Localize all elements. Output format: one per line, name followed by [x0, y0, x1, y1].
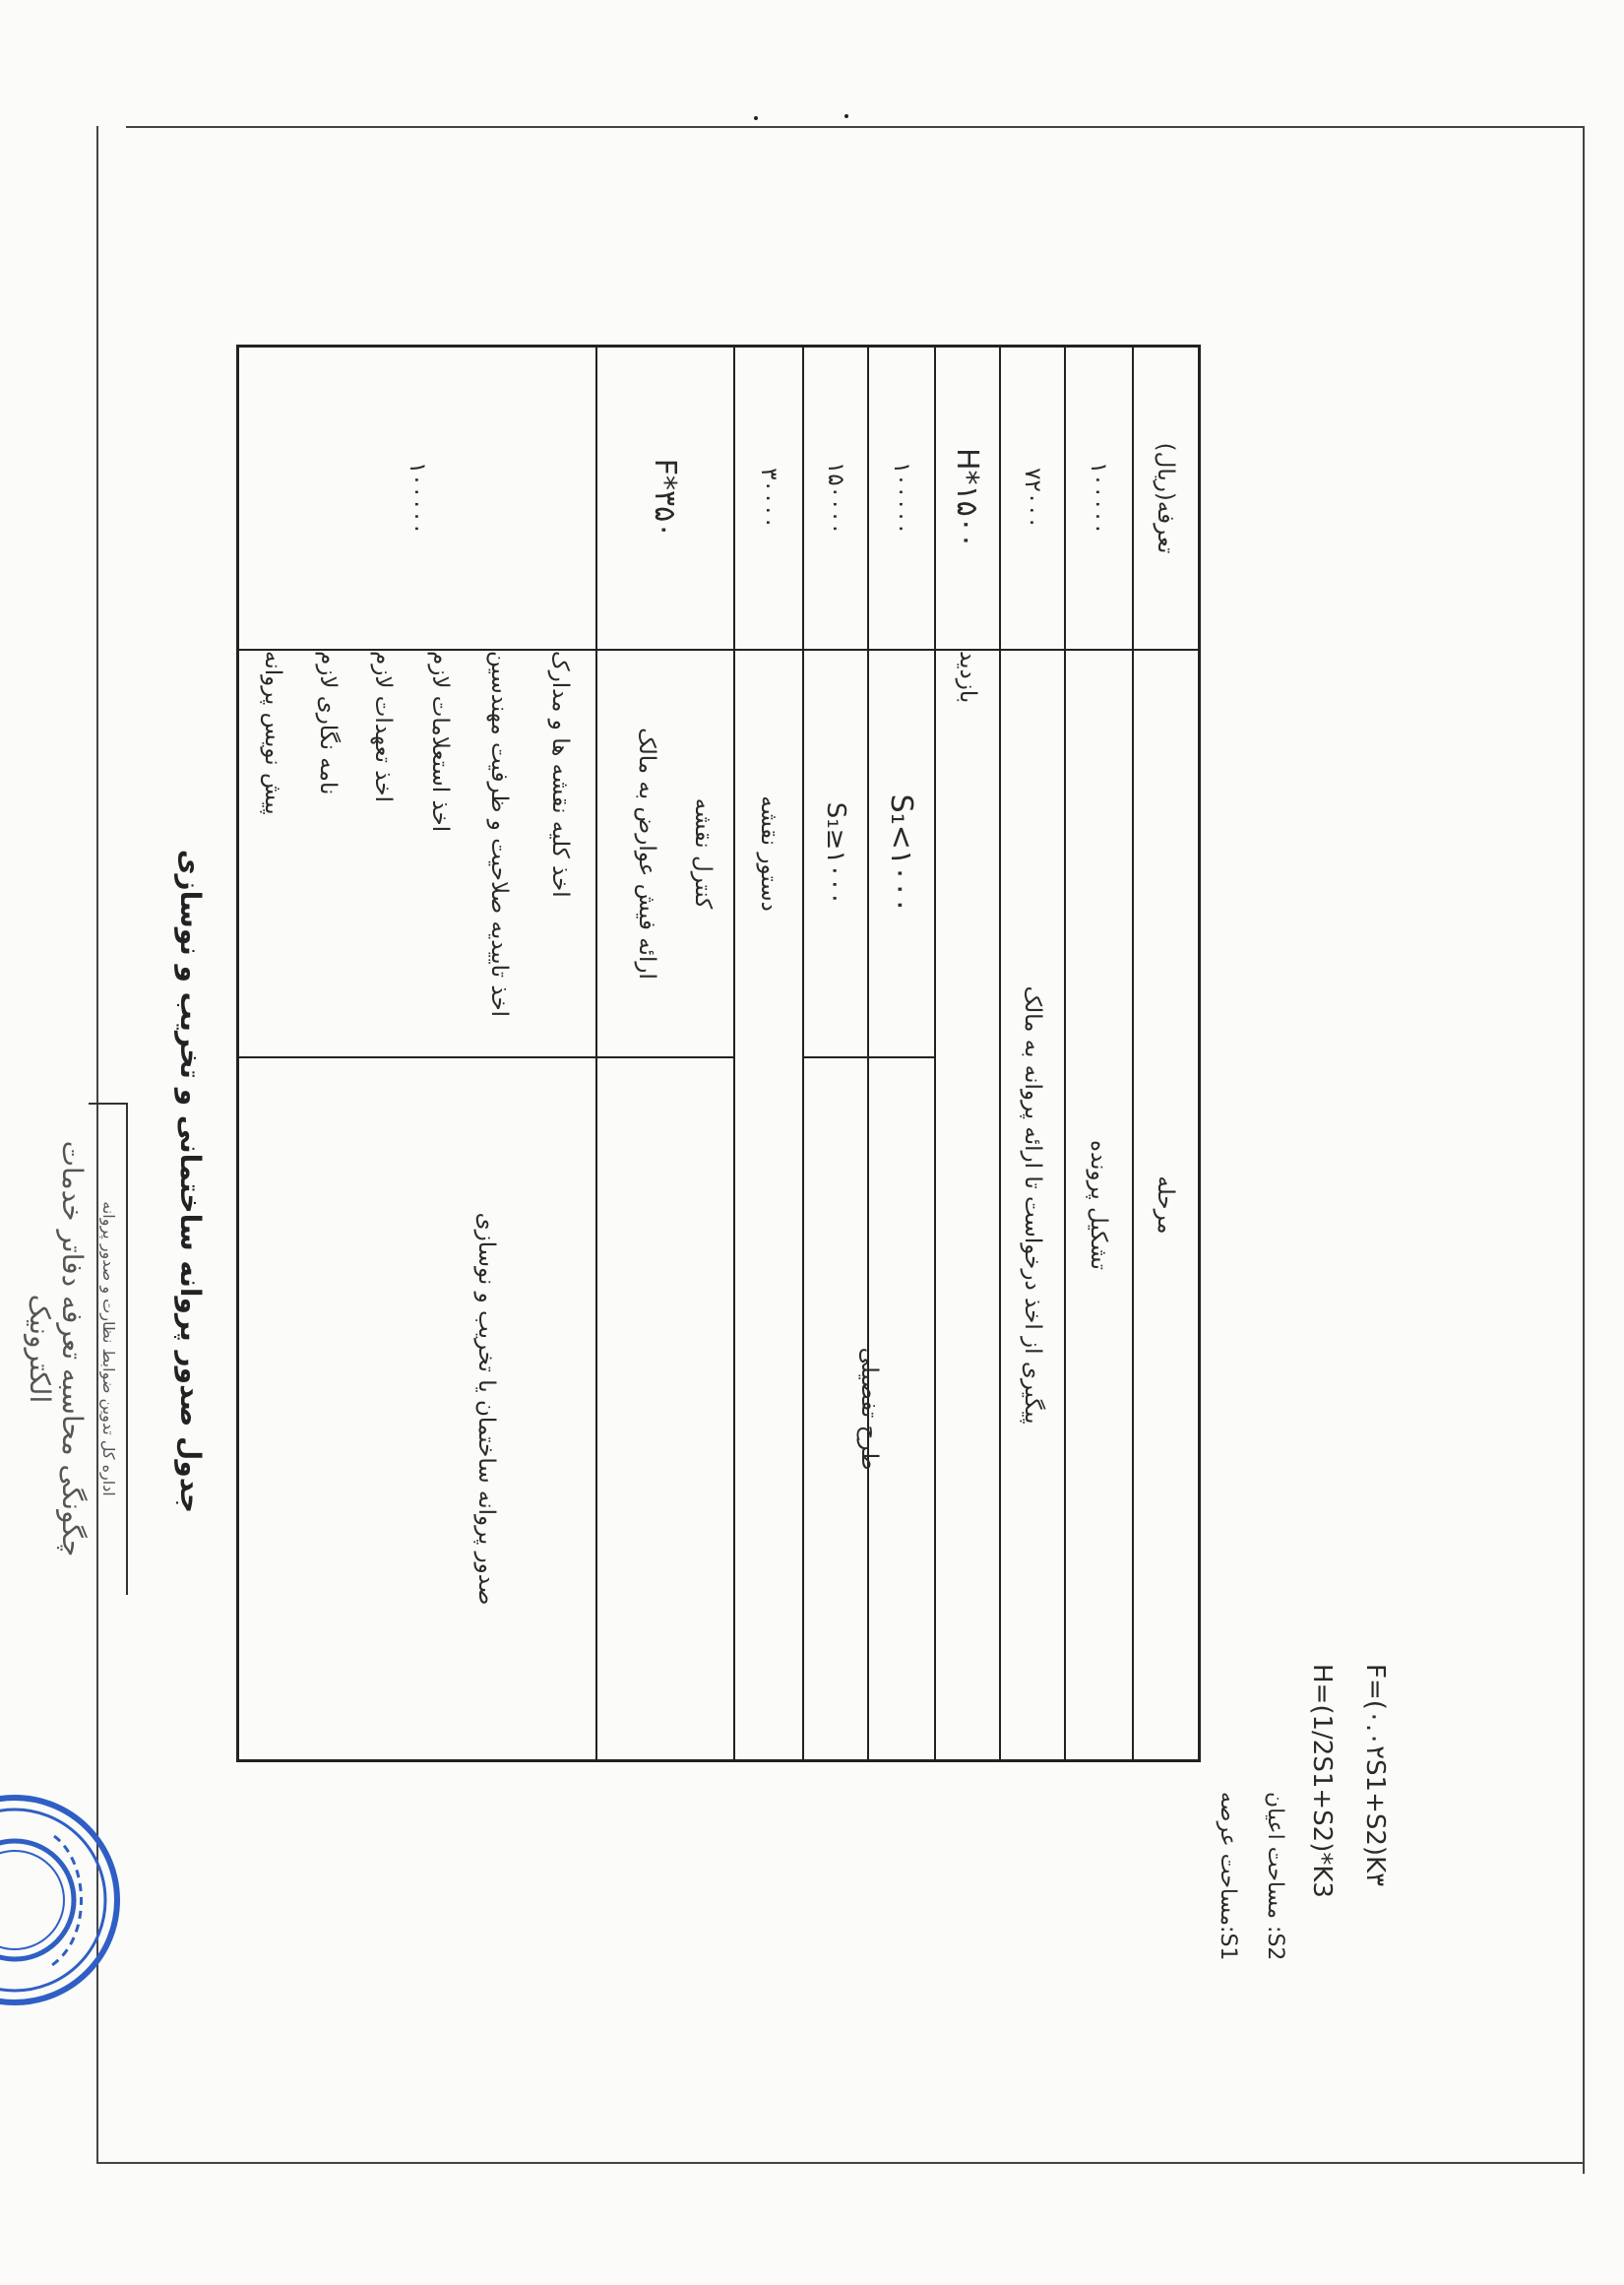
official-seal-stamp	[0, 1792, 123, 2008]
fee-cell: ۱۰۰۰۰۰	[889, 461, 914, 536]
detail-plan-label: طرح تفصیلی	[856, 1347, 882, 1471]
org-title: چگونگی محاسبه تعرفه دفاتر خدمات الکترونیک	[24, 1140, 89, 1557]
header-tick	[89, 1103, 128, 1105]
step-item: نامه نگاری لازم	[315, 651, 341, 795]
step-item: ارائه فیش عوارض به مالک	[634, 728, 659, 980]
header-underline	[126, 1103, 128, 1595]
note-s1: S1:مساحت عرصه	[1216, 1792, 1240, 1961]
fee-cell: ۳۰۰۰۰	[756, 468, 781, 529]
page-frame-right	[1583, 126, 1585, 2174]
step-item: اخذ کلیه نقشه ها و مدارک	[547, 651, 573, 898]
fee-cell: ۱۰۰۰۰۰	[405, 461, 430, 536]
step-item: اخذ تاییدیه صلاحیت و ظرفیت مهندسین	[486, 651, 512, 1018]
formula-h: H=(1/2S1+S2)*K3	[1307, 1664, 1337, 1898]
stage-cell: بازدید	[955, 651, 980, 704]
org-subtitle: اداره کل تدوین ضوابط نظارت و صدور پروانه	[99, 1201, 118, 1496]
step-item: اخذ استعلامات لازم	[427, 651, 453, 833]
fee-cell: H*۱۵۰۰	[950, 448, 985, 549]
fee-cell: ۱۵۰۰۰۰	[823, 461, 848, 536]
stage-cell: کنترل نقشه	[690, 797, 716, 910]
detail-sub-cell: S₁≥۱۰۰۰	[821, 801, 850, 906]
fee-cell: ۱۰۰۰۰۰	[1086, 461, 1112, 536]
formula-f: F=(۰.۰۲S1+S2)K۳	[1360, 1664, 1390, 1887]
step-item: اخذ تعهدات لازم	[370, 651, 396, 802]
note-s2: S2: مساحت اعیان	[1263, 1792, 1287, 1961]
issuance-steps	[239, 651, 676, 1056]
header-fee: تعرفه(ریال)	[1153, 442, 1179, 554]
stage-cell: دستور نقشه	[756, 795, 781, 912]
detail-sub-cell: S₁<۱۰۰۰	[884, 793, 919, 914]
rotated-document	[0, 118, 1390, 2245]
fee-cell: F*۳۵۰	[648, 458, 683, 539]
header-stage: مرحله	[1153, 1175, 1179, 1235]
fee-table	[236, 345, 1201, 1762]
stage-cell: پیگیری از اخذ درخواست تا ارائه پروانه به مالک	[1020, 985, 1045, 1425]
issuance-label: صدور پروانه ساختمان یا تخریب و نوسازی	[473, 1212, 499, 1606]
stage-cell: تشکیل پرونده	[1086, 1140, 1112, 1271]
fee-cell: ۷۲۰۰۰	[1020, 468, 1045, 529]
table-title: جدول صدور پروانه ساختمانی و تخریب و نوسازی	[174, 849, 207, 1514]
step-item: پیش نویس پروانه	[260, 651, 285, 815]
